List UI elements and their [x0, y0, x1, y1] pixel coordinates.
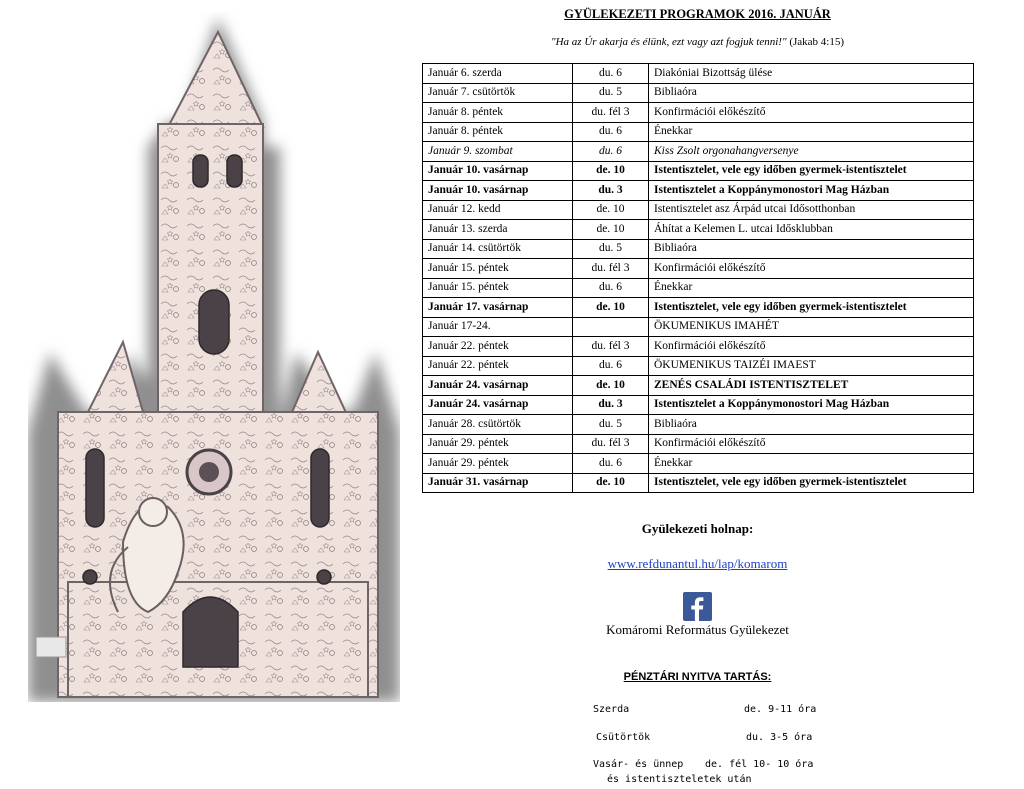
- schedule-date: Január 10. vasárnap: [423, 181, 573, 201]
- schedule-row: [423, 200, 974, 220]
- schedule-date: Január 13. szerda: [423, 220, 573, 240]
- website-link-container: [420, 556, 975, 572]
- schedule-table: [422, 63, 974, 493]
- schedule-row: [423, 103, 974, 123]
- schedule-event: Áhítat a Kelemen L. utcai Idősklubban: [649, 220, 974, 240]
- schedule-time: du. 5: [573, 415, 649, 435]
- schedule-date: Január 12. kedd: [423, 200, 573, 220]
- schedule-date: Január 14. csütörtök: [423, 239, 573, 259]
- schedule-event: Istentisztelet asz Árpád utcai Idősotthonban: [649, 200, 974, 220]
- schedule-time: du. fél 3: [573, 103, 649, 123]
- facebook-page-name: Komáromi Református Gyülekezet: [606, 622, 789, 637]
- bible-quote: [420, 36, 975, 48]
- schedule-row: [423, 64, 974, 84]
- schedule-row: [423, 415, 974, 435]
- schedule-row: [423, 395, 974, 415]
- schedule-event: Istentisztelet a Koppánymonostori Mag Házban: [649, 181, 974, 201]
- schedule-event: Istentisztelet, vele egy időben gyermek-istentisztelet: [649, 298, 974, 318]
- schedule-event: Konfirmációi előkészítő: [649, 337, 974, 357]
- church-illustration: [28, 12, 400, 702]
- cashier-heading: PÉNZTÁRI NYITVA TARTÁS:: [623, 671, 772, 683]
- cashier-day-3: Vasár- és ünnep: [593, 759, 684, 770]
- schedule-time: du. 3: [573, 181, 649, 201]
- cashier-hours-2: du. 3-5 óra: [746, 732, 813, 743]
- schedule-date: Január 22. péntek: [423, 356, 573, 376]
- schedule-row: [423, 239, 974, 259]
- schedule-row: [423, 298, 974, 318]
- schedule-date: Január 17. vasárnap: [423, 298, 573, 318]
- schedule-time: du. 6: [573, 64, 649, 84]
- schedule-time: du. 6: [573, 278, 649, 298]
- schedule-date: Január 24. vasárnap: [423, 395, 573, 415]
- schedule-date: Január 8. péntek: [423, 103, 573, 123]
- cashier-day-2: Csütörtök: [596, 732, 651, 743]
- schedule-time: du. 6: [573, 454, 649, 474]
- schedule-row: [423, 278, 974, 298]
- schedule-date: Január 15. péntek: [423, 259, 573, 279]
- schedule-time: du. 3: [573, 395, 649, 415]
- schedule-date: Január 29. péntek: [423, 454, 573, 474]
- schedule-row: [423, 337, 974, 357]
- schedule-event: Bibliaóra: [649, 239, 974, 259]
- schedule-time: du. 5: [573, 239, 649, 259]
- schedule-time: [573, 317, 649, 337]
- schedule-time: de. 10: [573, 200, 649, 220]
- schedule-row: [423, 122, 974, 142]
- schedule-time: du. fél 3: [573, 434, 649, 454]
- schedule-row: [423, 83, 974, 103]
- schedule-event: ÖKUMENIKUS TAIZÉI IMAEST: [649, 356, 974, 376]
- schedule-event: Bibliaóra: [649, 415, 974, 435]
- cashier-hours-3: de. fél 10- 10 óra: [705, 759, 814, 770]
- schedule-date: Január 22. péntek: [423, 337, 573, 357]
- schedule-event: Istentisztelet, vele egy időben gyermek-istentisztelet: [649, 473, 974, 493]
- schedule-row: [423, 317, 974, 337]
- schedule-event: Konfirmációi előkészítő: [649, 103, 974, 123]
- schedule-date: Január 10. vasárnap: [423, 161, 573, 181]
- schedule-time: de. 10: [573, 220, 649, 240]
- schedule-body: [423, 64, 974, 493]
- schedule-time: de. 10: [573, 376, 649, 396]
- schedule-date: Január 28. csütörtök: [423, 415, 573, 435]
- schedule-date: Január 29. péntek: [423, 434, 573, 454]
- schedule-time: du. 6: [573, 142, 649, 162]
- schedule-event: Istentisztelet a Koppánymonostori Mag Házban: [649, 395, 974, 415]
- schedule-row: [423, 454, 974, 474]
- schedule-date: Január 6. szerda: [423, 64, 573, 84]
- schedule-time: du. 6: [573, 122, 649, 142]
- schedule-time: de. 10: [573, 298, 649, 318]
- schedule-date: Január 15. péntek: [423, 278, 573, 298]
- schedule-time: de. 10: [573, 161, 649, 181]
- schedule-time: du. fél 3: [573, 259, 649, 279]
- facebook-icon[interactable]: [683, 592, 712, 621]
- schedule-row: [423, 259, 974, 279]
- schedule-date: Január 7. csütörtök: [423, 83, 573, 103]
- schedule-row: [423, 161, 974, 181]
- schedule-date: Január 8. péntek: [423, 122, 573, 142]
- quote-text: "Ha az Úr akarja és élünk, ezt vagy azt fogjuk tenni!": [550, 36, 787, 48]
- schedule-date: Január 24. vasárnap: [423, 376, 573, 396]
- cashier-hours-1: de. 9-11 óra: [744, 704, 817, 715]
- schedule-event: Istentisztelet, vele egy időben gyermek-istentisztelet: [649, 161, 974, 181]
- quote-reference: (Jakab 4:15): [789, 36, 845, 48]
- page-title: GYÜLEKEZETI PROGRAMOK 2016. JANUÁR: [564, 7, 831, 21]
- schedule-event: Kiss Zsolt orgonahangversenye: [649, 142, 974, 162]
- schedule-row: [423, 220, 974, 240]
- schedule-event: Énekkar: [649, 278, 974, 298]
- schedule-event: Énekkar: [649, 454, 974, 474]
- schedule-event: Bibliaóra: [649, 83, 974, 103]
- schedule-event: ÖKUMENIKUS IMAHÉT: [649, 317, 974, 337]
- schedule-time: du. fél 3: [573, 337, 649, 357]
- schedule-time: de. 10: [573, 473, 649, 493]
- schedule-date: Január 9. szombat: [423, 142, 573, 162]
- schedule-row: [423, 356, 974, 376]
- schedule-row: [423, 181, 974, 201]
- schedule-event: Diakóniai Bizottság ülése: [649, 64, 974, 84]
- schedule-date: Január 31. vasárnap: [423, 473, 573, 493]
- schedule-date: Január 17-24.: [423, 317, 573, 337]
- schedule-row: [423, 376, 974, 396]
- website-heading: Gyülekezeti holnap:: [641, 521, 754, 536]
- schedule-row: [423, 434, 974, 454]
- website-link[interactable]: www.refdunantul.hu/lap/komarom: [607, 556, 788, 571]
- schedule-row: [423, 473, 974, 493]
- schedule-event: ZENÉS CSALÁDI ISTENTISZTELET: [649, 376, 974, 396]
- schedule-row: [423, 142, 974, 162]
- cashier-day-1: Szerda: [593, 704, 630, 715]
- cashier-note: és istentiszteletek után: [607, 774, 752, 785]
- schedule-event: Konfirmációi előkészítő: [649, 259, 974, 279]
- schedule-event: Énekkar: [649, 122, 974, 142]
- schedule-time: du. 5: [573, 83, 649, 103]
- schedule-event: Konfirmációi előkészítő: [649, 434, 974, 454]
- schedule-time: du. 6: [573, 356, 649, 376]
